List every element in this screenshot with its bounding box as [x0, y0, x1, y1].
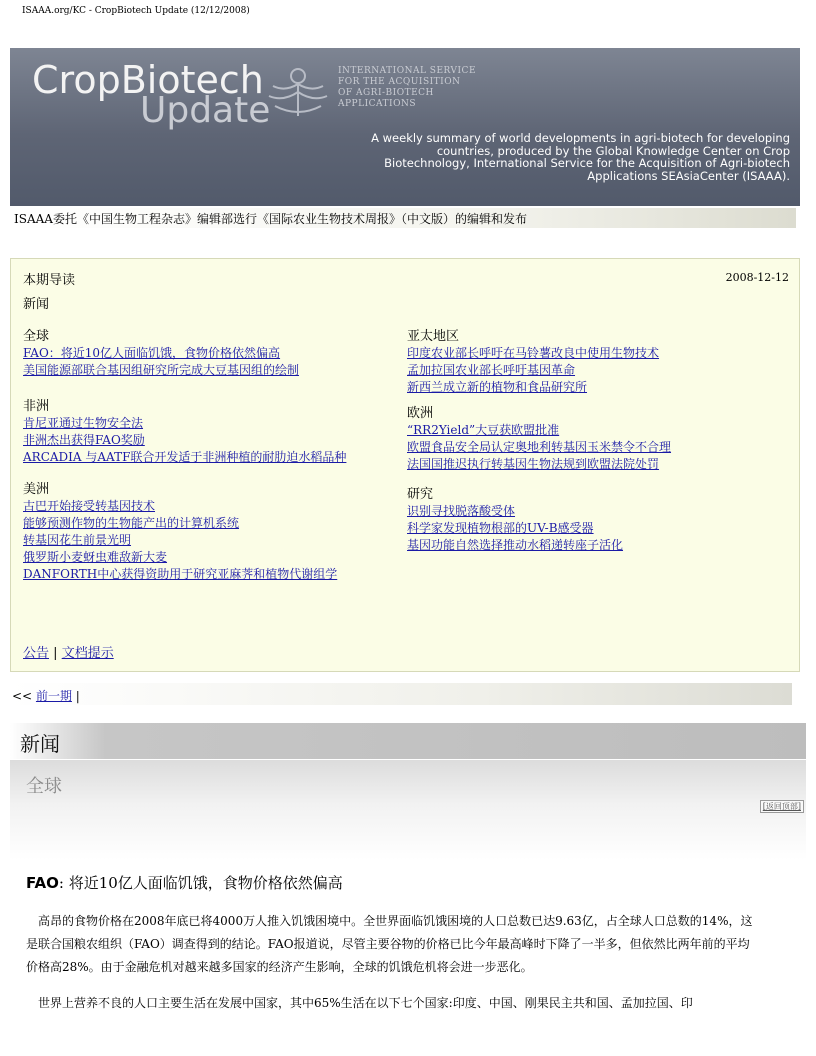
toc-link[interactable]: ARCADIA 与AATF联合开发适于非洲种植的耐肋迫水稻品种 [23, 450, 347, 464]
toc-section [407, 406, 671, 473]
table-of-contents [10, 258, 800, 672]
subtitle-bar [10, 208, 796, 228]
article-paragraph: 高昂的食物价格在2008年底已将4000万人推入饥饿困境中。全世界面临饥饿困境的人口总数已达9.63亿，占全球人口总数的14%，这是联合国粮农组织（FAO）调查得到的结论。FAO报道说，尽管主要谷物的价格已比今年最高峰时下降了一半多，但依然比两年前的平均价格高28%。由于金融危机对越来越多国家的经济产生影响，全球的饥饿危机将会进一步恶化。 [26, 914, 753, 974]
toc-section [23, 399, 346, 466]
separator: | [53, 646, 58, 661]
toc-link[interactable]: 新西兰成立新的植物和食品研究所 [407, 380, 588, 394]
separator: | [75, 689, 80, 703]
news-section-header [10, 723, 806, 759]
toc-section-heading: 亚太地区 [407, 329, 460, 344]
article-title [26, 872, 343, 893]
toc-link[interactable]: 基因功能自然选择推动水稻递转座子活化 [407, 538, 624, 552]
toc-link[interactable]: 俄罗斯小麦蚜虫难敌新大麦 [23, 550, 168, 564]
toc-section [407, 329, 671, 396]
toc-footer [23, 642, 114, 661]
toc-section [23, 329, 346, 379]
global-section-header [10, 760, 806, 860]
global-section-title: 全球 [26, 776, 62, 797]
toc-section-heading: 非洲 [23, 399, 50, 414]
toc-link[interactable]: “RR2Yield”大豆获欧盟批准 [407, 423, 560, 437]
article-paragraph: 世界上营养不良的人口主要生活在发展中国家，其中65%生活在以下七个国家:印度、中国、刚果民主共和国、孟加拉国、印 [38, 996, 693, 1010]
article-title-bold: FAO [26, 874, 59, 892]
document-tips-link[interactable]: 文档提示 [61, 646, 114, 661]
toc-link[interactable]: DANFORTH中心获得资助用于研究亚麻荠和植物代谢组学 [23, 567, 338, 581]
toc-link[interactable]: 孟加拉国农业部长呼吁基因革命 [407, 363, 576, 377]
isaaa-line: FOR THE ACQUISITION [338, 77, 461, 87]
toc-left-column [23, 329, 346, 593]
isaaa-line: INTERNATIONAL SERVICE [338, 66, 477, 76]
prev-issue-nav [12, 687, 80, 704]
toc-right-column [407, 329, 671, 564]
toc-link[interactable]: FAO：将近10亿人面临饥饿，食物价格依然偏高 [23, 346, 281, 360]
announcement-link[interactable]: 公告 [23, 646, 50, 661]
isaaa-emblem-icon [265, 62, 331, 122]
toc-title: 本期导读 [23, 273, 76, 288]
toc-link[interactable]: 科学家发现植物根部的UV-B感受器 [407, 521, 594, 535]
isaaa-line: APPLICATIONS [338, 99, 417, 109]
issue-date: 2008-12-12 [725, 271, 789, 284]
toc-link[interactable]: 欧盟食品安全局认定奥地利转基因玉米禁令不合理 [407, 440, 672, 454]
prev-arrow: << [12, 689, 33, 703]
toc-link[interactable]: 非洲杰出获得FAO奖励 [23, 433, 145, 447]
toc-link[interactable]: 古巴开始接受转基因技术 [23, 499, 156, 513]
logo-cropbiotech: CropBiotech [32, 58, 264, 102]
subtitle-text: ISAAA委托《中国生物工程杂志》编辑部选行《国际农业生物技术周报》（中文版）的编辑和发布 [14, 212, 527, 226]
toc-link[interactable]: 转基因花生前景光明 [23, 533, 132, 547]
logo-update: Update [140, 90, 271, 131]
toc-section-heading: 美洲 [23, 482, 50, 497]
toc-section [23, 482, 346, 583]
toc-link[interactable]: 识别寻找脱落酸受体 [407, 504, 516, 518]
isaaa-line: OF AGRI-BIOTECH [338, 88, 434, 98]
toc-link[interactable]: 印度农业部长呼吁在马铃薯改良中使用生物技术 [407, 346, 660, 360]
page-header: ISAAA.org/KC - CropBiotech Update (12/12/2008) [22, 6, 250, 16]
prev-issue-bar [10, 683, 792, 705]
banner-summary: A weekly summary of world developments in agri-biotech for developing countries, produced by the Global Knowledge Center on Crop Biotechnology, International Service for the Acquisition of Agri-biotech Applications SEAsiaCenter (ISAAA). [371, 131, 790, 183]
toc-section-heading: 欧洲 [407, 406, 434, 421]
news-section-title: 新闻 [20, 732, 60, 756]
toc-link[interactable]: 能够预测作物的生物能产出的计算机系统 [23, 516, 240, 530]
toc-link[interactable]: 美国能源部联合基因组研究所完成大豆基因组的绘制 [23, 363, 300, 377]
article-title-rest: : 将近10亿人面临饥饿，食物价格依然偏高 [58, 874, 343, 892]
back-to-top-link[interactable]: [返回顶部] [760, 800, 804, 813]
toc-link[interactable]: 法国国推迟执行转基因生物法规到欧盟法院处罚 [407, 457, 660, 471]
toc-section-heading: 全球 [23, 329, 50, 344]
toc-section-heading: 研究 [407, 487, 434, 502]
prev-issue-link[interactable]: 前一期 [35, 689, 72, 703]
isaaa-name [338, 66, 488, 110]
toc-news-label: 新闻 [23, 297, 50, 312]
toc-section [407, 487, 671, 554]
banner [10, 48, 800, 206]
toc-link[interactable]: 肯尼亚通过生物安全法 [23, 416, 144, 430]
